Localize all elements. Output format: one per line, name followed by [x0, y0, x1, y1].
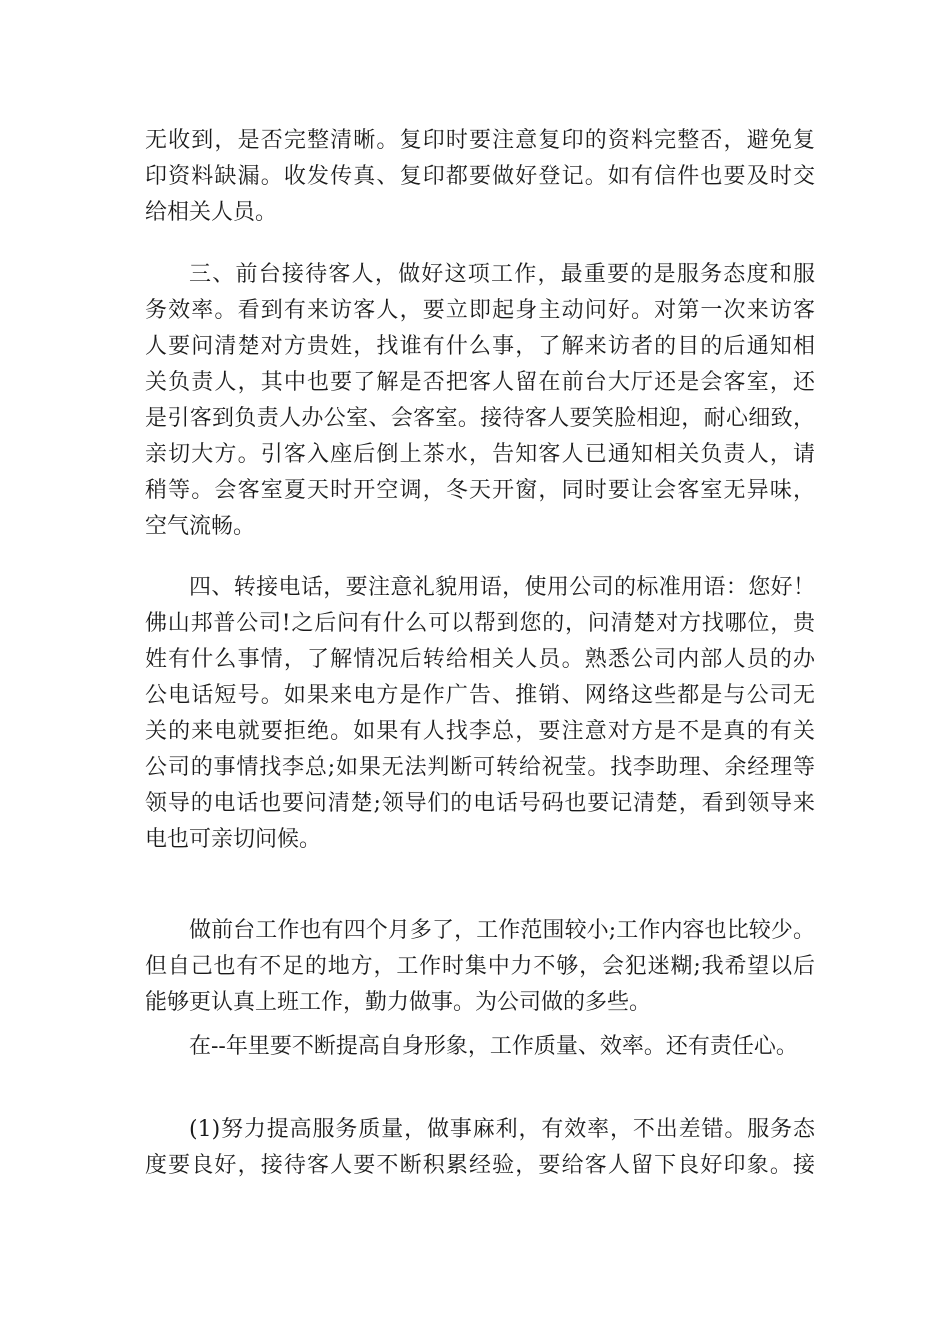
- text-line: 能够更认真上班工作，勤力做事。为公司做的多些。: [145, 990, 652, 1015]
- text-line: (1)努力提高服务质量，做事麻利，有效率，不出差错。服务态: [189, 1117, 815, 1142]
- text-line: 公电话短号。如果来电方是作广告、推销、网络这些都是与公司无: [145, 683, 815, 708]
- text-line: 关负责人，其中也要了解是否把客人留在前台大厅还是会客室，还: [145, 370, 815, 395]
- text-line: 领导的电话也要问清楚;领导们的电话号码也要记清楚，看到领导来: [145, 791, 815, 816]
- text-line: 稍等。会客室夏天时开空调，冬天开窗，同时要让会客室无异味，: [145, 478, 815, 503]
- text-line: 人要问清楚对方贵姓，找谁有什么事，了解来访者的目的后通知相: [145, 334, 815, 359]
- text-line: 关的来电就要拒绝。如果有人找李总，要注意对方是不是真的有关: [145, 719, 815, 744]
- text-line: 无收到，是否完整清晰。复印时要注意复印的资料完整否，避免复: [145, 128, 815, 153]
- text-line: 姓有什么事情，了解情况后转给相关人员。熟悉公司内部人员的办: [145, 647, 815, 672]
- text-line: 四、转接电话，要注意礼貌用语，使用公司的标准用语：您好！: [189, 575, 815, 600]
- text-line: 度要良好，接待客人要不断积累经验，要给客人留下良好印象。接: [145, 1153, 815, 1178]
- text-line: 做前台工作也有四个月多了，工作范围较小;工作内容也比较少。: [189, 918, 815, 943]
- paragraph-continued-fax-copy: [145, 123, 815, 231]
- text-line: 亲切大方。引客入座后倒上茶水，告知客人已通知相关负责人，请: [145, 442, 815, 467]
- text-line: 佛山邦普公司!之后问有什么可以帮到您的，问清楚对方找哪位，贵: [145, 611, 815, 636]
- text-line: 务效率。看到有来访客人，要立即起身主动问好。对第一次来访客: [145, 298, 815, 323]
- paragraph-year-goal: [145, 1029, 815, 1065]
- text-line: 电也可亲切问候。: [145, 827, 322, 852]
- paragraph-phone-transfer: [145, 570, 815, 858]
- paragraph-self-review: [145, 913, 815, 1021]
- paragraph-improve-service: [145, 1112, 815, 1184]
- text-line: 给相关人员。: [145, 200, 278, 225]
- text-line: 空气流畅。: [145, 514, 256, 539]
- text-line: 但自己也有不足的地方，工作时集中力不够，会犯迷糊;我希望以后: [145, 954, 815, 979]
- paragraph-reception-guests: [145, 257, 815, 545]
- text-line: 印资料缺漏。收发传真、复印都要做好登记。如有信件也要及时交: [145, 164, 815, 189]
- text-line: 三、前台接待客人，做好这项工作，最重要的是服务态度和服: [189, 262, 815, 287]
- text-line: 在--年里要不断提高自身形象，工作质量、效率。还有责任心。: [189, 1034, 798, 1059]
- text-line: 是引客到负责人办公室、会客室。接待客人要笑脸相迎，耐心细致，: [145, 406, 815, 431]
- text-line: 公司的事情找李总;如果无法判断可转给祝莹。找李助理、余经理等: [145, 755, 815, 780]
